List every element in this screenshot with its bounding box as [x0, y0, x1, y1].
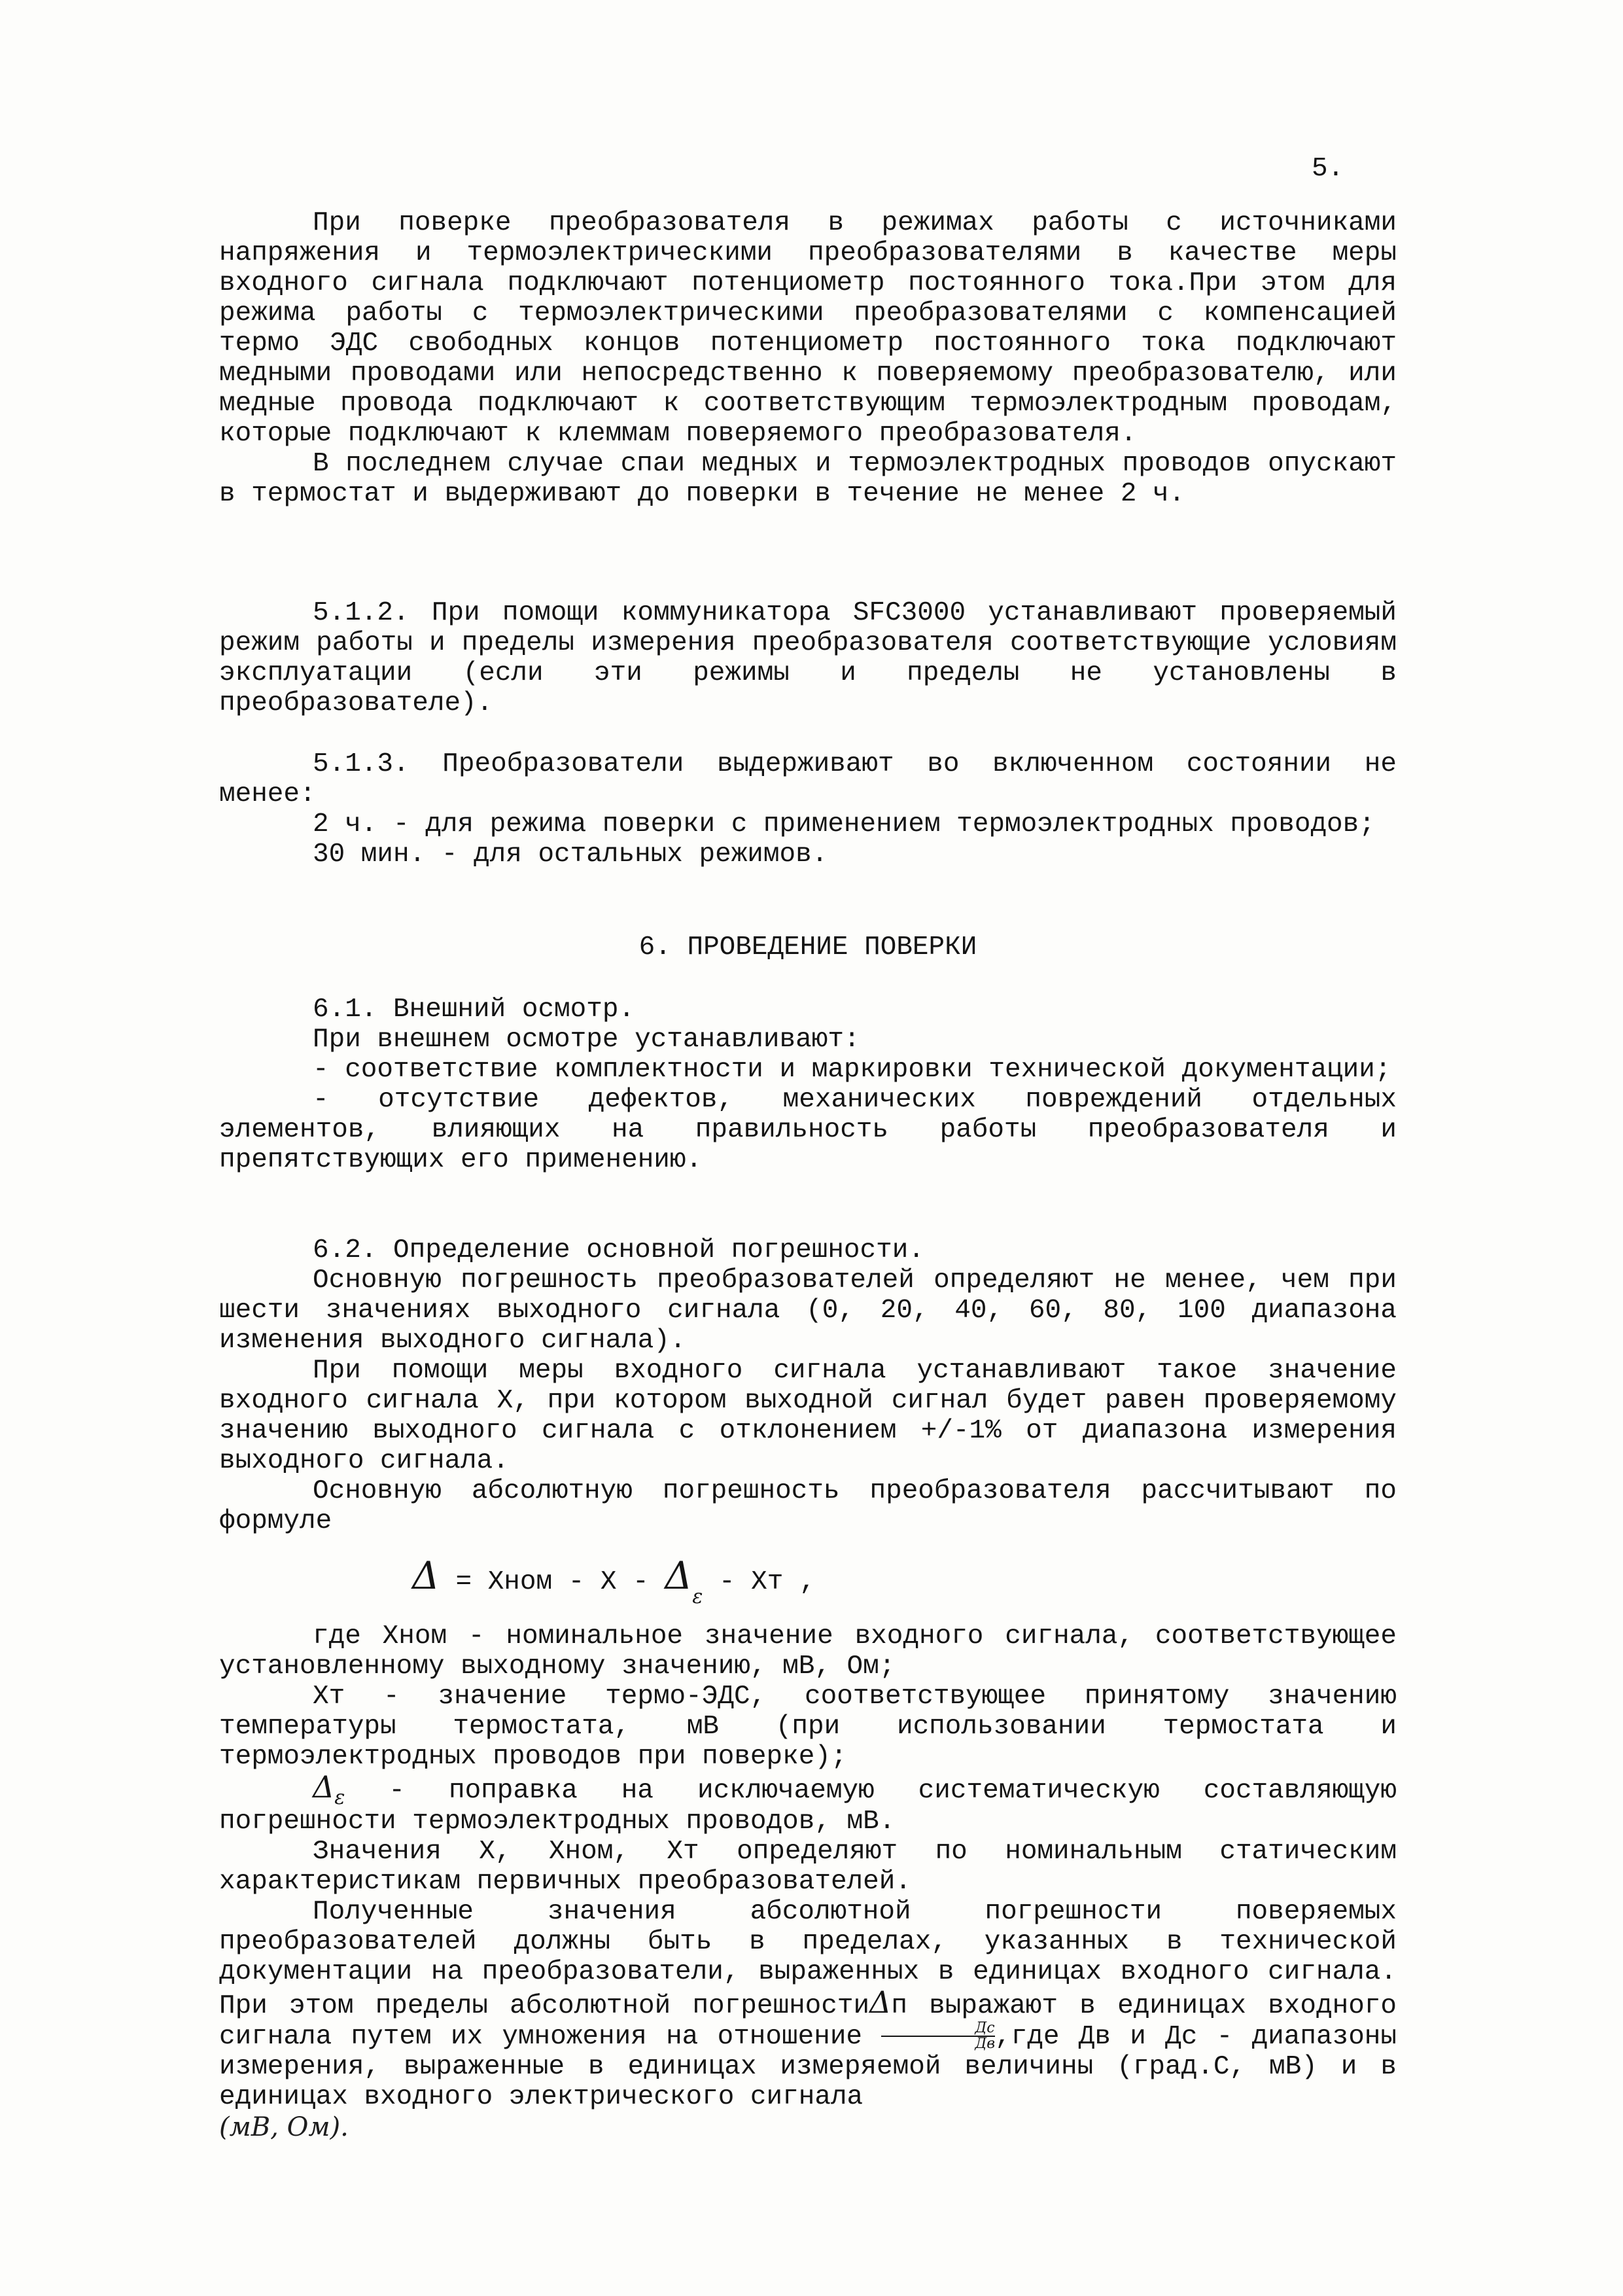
definition-xt: Хт - значение термо-ЭДС, соответствующее принятому значению температуры термостата, мВ (при использовании термостата и термоэлектродных проводов при поверке); [219, 1682, 1397, 1772]
section-6-2-title: 6.2. Определение основной погрешности. [313, 1235, 924, 1265]
section-5-1-3-lead: 5.1.3. Преобразователи выдерживают во включенном состоянии не менее: [219, 749, 1397, 809]
closing-paragraph-1: Значения Х, Хном, Хт определяют по номинальным статическим характеристикам первичных преобразователей. [219, 1837, 1397, 1897]
formula-middle: = Хном - Х - [439, 1567, 665, 1597]
section-6-2-paragraph-3: Основную абсолютную погрешность преобразователя рассчитывают по формуле [219, 1476, 1397, 1536]
section-6-2-paragraph-1: Основную погрешность преобразователей определяют не менее, чем при шести значениях выходного сигнала (0, 20, 40, 60, 80, 100 диапазона изменения выходного сигнала). [219, 1265, 1397, 1356]
section-6-1-title: 6.1. Внешний осмотр. [313, 995, 635, 1025]
section-5-1-3-item-1: 2 ч. - для режима поверки с применением термоэлектродных проводов; [313, 809, 1375, 839]
closing-paragraph-2-part-3: ,где Дв и Дс - диапазоны измерения, выраженные в единицах измеряемой величины (град.С, мВ) и в единицах входного электрического сигнала [219, 2021, 1397, 2112]
error-formula [412, 1553, 816, 1608]
intro-paragraph-1-tail: преобразователя. [879, 419, 1137, 449]
section-6-1-item-1: - соответствие комплектности и маркировки технической документации; [313, 1055, 1391, 1085]
range-ratio-denominator: Дв [975, 2036, 996, 2052]
definition-xnom: где Хном - номинальное значение входного сигнала, соответствующее установленному выходному значению, мВ, Ом; [219, 1621, 1397, 1682]
definition-delta-eps-text: - поправка на исключаемую систематическую составляющую погрешности термоэлектродных проводов, мВ. [219, 1776, 1397, 1837]
range-ratio-fraction [881, 2021, 995, 2051]
intro-section [219, 208, 1397, 509]
handwritten-units-line [219, 2112, 1397, 2144]
closing-paragraph-2-part-2: п выражают в единицах входного сигнала путем их умножения на отношение [219, 1991, 1397, 2052]
closing-paragraph-2 [219, 1897, 1397, 2112]
section-5-1-3 [219, 749, 1397, 870]
closing-paragraph-2-part-1: Полученные значения абсолютной погрешности поверяемых преобразователей должны быть в пределах, указанных в технической документации на преобразователи, выраженных в единицах входного сигнала. При этом пределы абсолютной погрешности [219, 1897, 1397, 2021]
formula-tail: - Хт , [703, 1567, 816, 1597]
definition-delta-sub: ε [334, 1786, 345, 1809]
closing-delta-symbol: Δ [869, 1985, 892, 2020]
section-5-1-3-item-2: 30 мин. - для остальных режимов. [313, 839, 828, 870]
page-number: 5. [1312, 154, 1344, 184]
section-6-2 [219, 1235, 1397, 1536]
section-6-1-item-2: - отсутствие дефектов, механических повреждений отдельных элементов, влияющих на правильность работы преобразователя и препятствующих его применению. [219, 1085, 1397, 1175]
range-ratio-numerator: Дс [881, 2021, 995, 2037]
section-6-heading: 6. ПРОВЕДЕНИЕ ПОВЕРКИ [638, 932, 977, 963]
section-6-1-lead: При внешнем осмотре устанавливают: [313, 1025, 860, 1055]
section-6-1 [219, 995, 1397, 1175]
section-6-2-paragraph-2: При помощи меры входного сигнала устанавливают такое значение входного сигнала Х, при котором выходной сигнал будет равен проверяемому значению выходного сигнала с отклонением +/-1% от диапазона измерения выходного сигнала. [219, 1356, 1397, 1476]
definitions-section [219, 1621, 1397, 2144]
definition-delta-eps [219, 1769, 1397, 1837]
intro-paragraph-1-text: При поверке преобразователя в режимах работы с источниками напряжения и термоэлектрическими преобразователями в качестве меры входного сигнала подключают потенциометр постоянного тока.При этом для режима работы с термоэлектрическими преобразователями с компенсацией термо ЭДС свободных концов потенциометр постоянного тока подключают медными проводами или непосредственно к поверяемому преобразователю, или медные провода подключают к соответствующим термоэлектродным проводам, которые подключают к клеммам поверяемого [219, 208, 1397, 449]
intro-paragraph-2: В последнем случае спаи медных и термоэлектродных проводов опускают в термостат и выдерживают до поверки в течение не менее 2 ч. [219, 449, 1397, 509]
formula-delta-eps-symbol: Δ [665, 1553, 693, 1598]
handwritten-units: (мВ, Ом). [219, 2111, 349, 2142]
formula-delta-symbol: Δ [412, 1553, 440, 1598]
section-5-1-2-text: 5.1.2. При помощи коммуникатора SFC3000 устанавливают проверяемый режим работы и пределы измерения преобразователя соответствующие условиям эксплуатации (если эти режимы и пределы не установлены в преобразователе). [219, 598, 1397, 718]
section-5-1-2 [219, 598, 1397, 718]
intro-paragraph-1 [219, 208, 1397, 449]
formula-sub-eps: ε [692, 1585, 703, 1608]
definition-delta-symbol: Δ [313, 1769, 335, 1805]
